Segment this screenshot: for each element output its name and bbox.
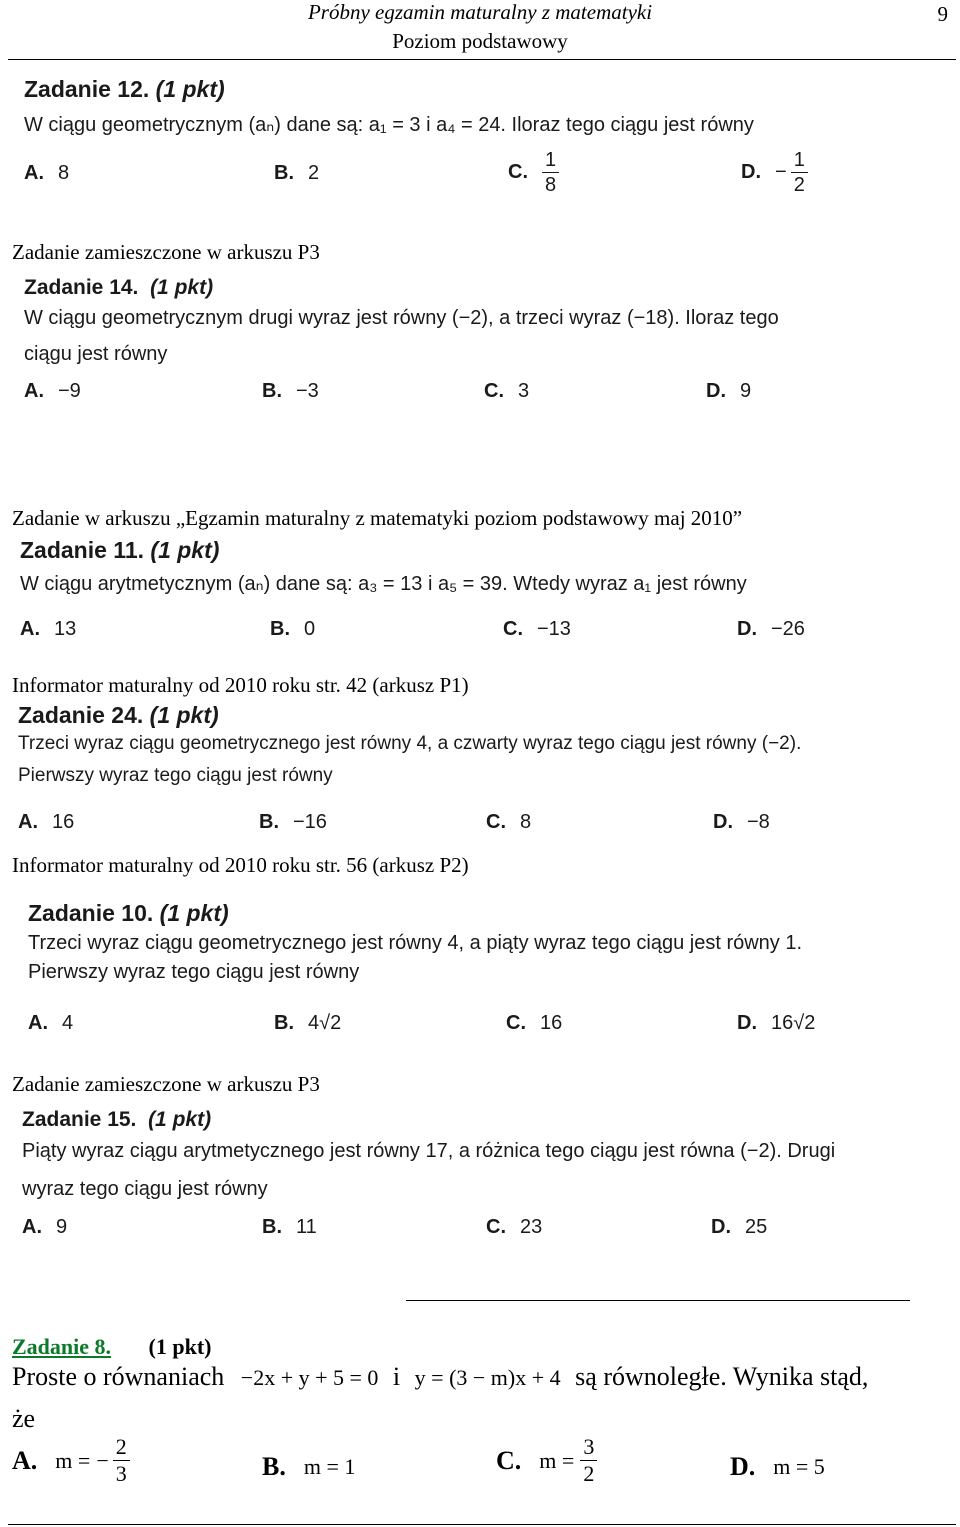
task-24-text-line1: Trzeci wyraz ciągu geometrycznego jest równy 4, a czwarty wyraz tego ciągu jest równy (−2). — [18, 733, 802, 754]
task-15-text-line1: Piąty wyraz ciągu arytmetycznego jest równy 17, a różnica tego ciągu jest równa (−2). Drugi — [22, 1140, 836, 1162]
header-subtitle: Poziom podstawowy — [392, 29, 568, 53]
task-11-text: W ciągu arytmetycznym (aₙ) dane są: a₃ = 13 i a₅ = 39. Wtedy wyraz a₁ jest równy — [20, 573, 747, 595]
separator-rule — [406, 1300, 910, 1301]
task-14-heading: Zadanie 14. (1 pkt) — [24, 276, 214, 299]
task-15-heading: Zadanie 15. (1 pkt) — [22, 1108, 212, 1131]
task-points: (1 pkt) — [155, 76, 225, 102]
task-8-text — [12, 1362, 868, 1392]
source-note: Zadanie zamieszczone w arkuszu P3 — [12, 1072, 320, 1096]
fraction: $\frac{1}{8}$ — [542, 150, 559, 195]
task-24-option-b: B. −16 — [259, 811, 327, 833]
task-12-option-a: A. 8 — [24, 162, 70, 184]
task-14-option-d: D. 9 — [706, 380, 752, 402]
task-10-option-b: B. 4√2 — [274, 1012, 342, 1034]
task-11-option-c: C. −13 — [503, 618, 571, 640]
task-10-option-c: C. 16 — [506, 1012, 563, 1034]
task-12-text: W ciągu geometrycznym (aₙ) dane są: a₁ = 3 i a₄ = 24. Iloraz tego ciągu jest równy — [24, 114, 754, 136]
source-note: Zadanie zamieszczone w arkuszu P3 — [12, 240, 320, 264]
task-11-option-b: B. 0 — [270, 618, 316, 640]
task-8-option-b: B. m = 1 — [262, 1452, 356, 1481]
task-15-option-a: A. 9 — [22, 1216, 68, 1238]
task-14-option-b: B. −3 — [262, 380, 319, 402]
header-title: Próbny egzamin maturalny z matematyki — [307, 0, 653, 24]
task-12-option-c: C. $\frac{1}{8}$ — [508, 150, 559, 195]
task-14-text-line1: W ciągu geometrycznym drugi wyraz jest równy (−2), a trzeci wyraz (−18). Iloraz tego — [24, 307, 779, 329]
fraction: $\frac{1}{2}$ — [791, 150, 808, 195]
task-15-option-c: C. 23 — [486, 1216, 543, 1238]
conjunction: i — [392, 1362, 401, 1391]
task-15-option-b: B. 11 — [262, 1216, 317, 1238]
task-10-option-a: A. 4 — [28, 1012, 74, 1034]
task-14-option-c: C. 3 — [484, 380, 530, 402]
task-8-text-after: są równoległe. Wynika stąd, — [575, 1362, 869, 1391]
task-8-option-a: A. m = − $\frac{2}{3}$ — [12, 1436, 130, 1485]
task-10-heading: Zadanie 10. (1 pkt) — [28, 900, 229, 926]
source-note: Zadanie w arkuszu „Egzamin maturalny z matematyki poziom podstawowy maj 2010” — [12, 506, 743, 530]
task-8-option-d: D. m = 5 — [730, 1452, 825, 1481]
task-11-heading: Zadanie 11. (1 pkt) — [20, 537, 220, 563]
equation-2: y = (3 − m)x + 4 — [414, 1365, 561, 1390]
task-24-text-line2: Pierwszy wyraz tego ciągu jest równy — [18, 765, 333, 786]
task-points: (1 pkt) — [148, 1334, 212, 1359]
task-24-heading: Zadanie 24. (1 pkt) — [18, 702, 219, 728]
task-12-heading — [24, 76, 225, 103]
task-8-text-before: Proste o równaniach — [12, 1362, 225, 1391]
task-24-option-a: A. 16 — [18, 811, 75, 833]
task-15-option-d: D. 25 — [711, 1216, 768, 1238]
task-14-option-a: A. −9 — [24, 380, 81, 402]
task-heading-label: Zadanie 12. — [24, 76, 150, 102]
task-12-option-b: B. 2 — [274, 162, 320, 184]
source-note: Informator maturalny od 2010 roku str. 56 (arkusz P2) — [12, 853, 469, 877]
task-8-link[interactable]: Zadanie 8. — [12, 1334, 112, 1359]
task-10-text-line1: Trzeci wyraz ciągu geometrycznego jest równy 4, a piąty wyraz tego ciągu jest równy 1. — [28, 932, 803, 954]
task-24-option-d: D. −8 — [713, 811, 770, 833]
task-24-option-c: C. 8 — [486, 811, 532, 833]
page-number: 9 — [937, 2, 948, 26]
task-8-text-continued: że — [12, 1404, 36, 1433]
task-15-text-line2: wyraz tego ciągu jest równy — [22, 1178, 268, 1200]
footer-rule — [8, 1524, 956, 1525]
task-8-option-c: C. m = $\frac{3}{2}$ — [496, 1436, 597, 1485]
fraction: $\frac{3}{2}$ — [580, 1436, 597, 1485]
fraction: $\frac{2}{3}$ — [113, 1436, 130, 1485]
task-11-option-a: A. 13 — [20, 618, 77, 640]
header-rule — [8, 59, 956, 60]
source-note: Informator maturalny od 2010 roku str. 42 (arkusz P1) — [12, 673, 469, 697]
equation-1: −2x + y + 5 = 0 — [240, 1365, 379, 1390]
task-14-text-line2: ciągu jest równy — [24, 343, 168, 365]
task-10-option-d: D. 16√2 — [737, 1012, 816, 1034]
task-11-option-d: D. −26 — [737, 618, 805, 640]
task-8-heading — [12, 1334, 211, 1360]
task-12-option-d: D. − $\frac{1}{2}$ — [741, 150, 808, 195]
task-10-text-line2: Pierwszy wyraz tego ciągu jest równy — [28, 961, 360, 983]
